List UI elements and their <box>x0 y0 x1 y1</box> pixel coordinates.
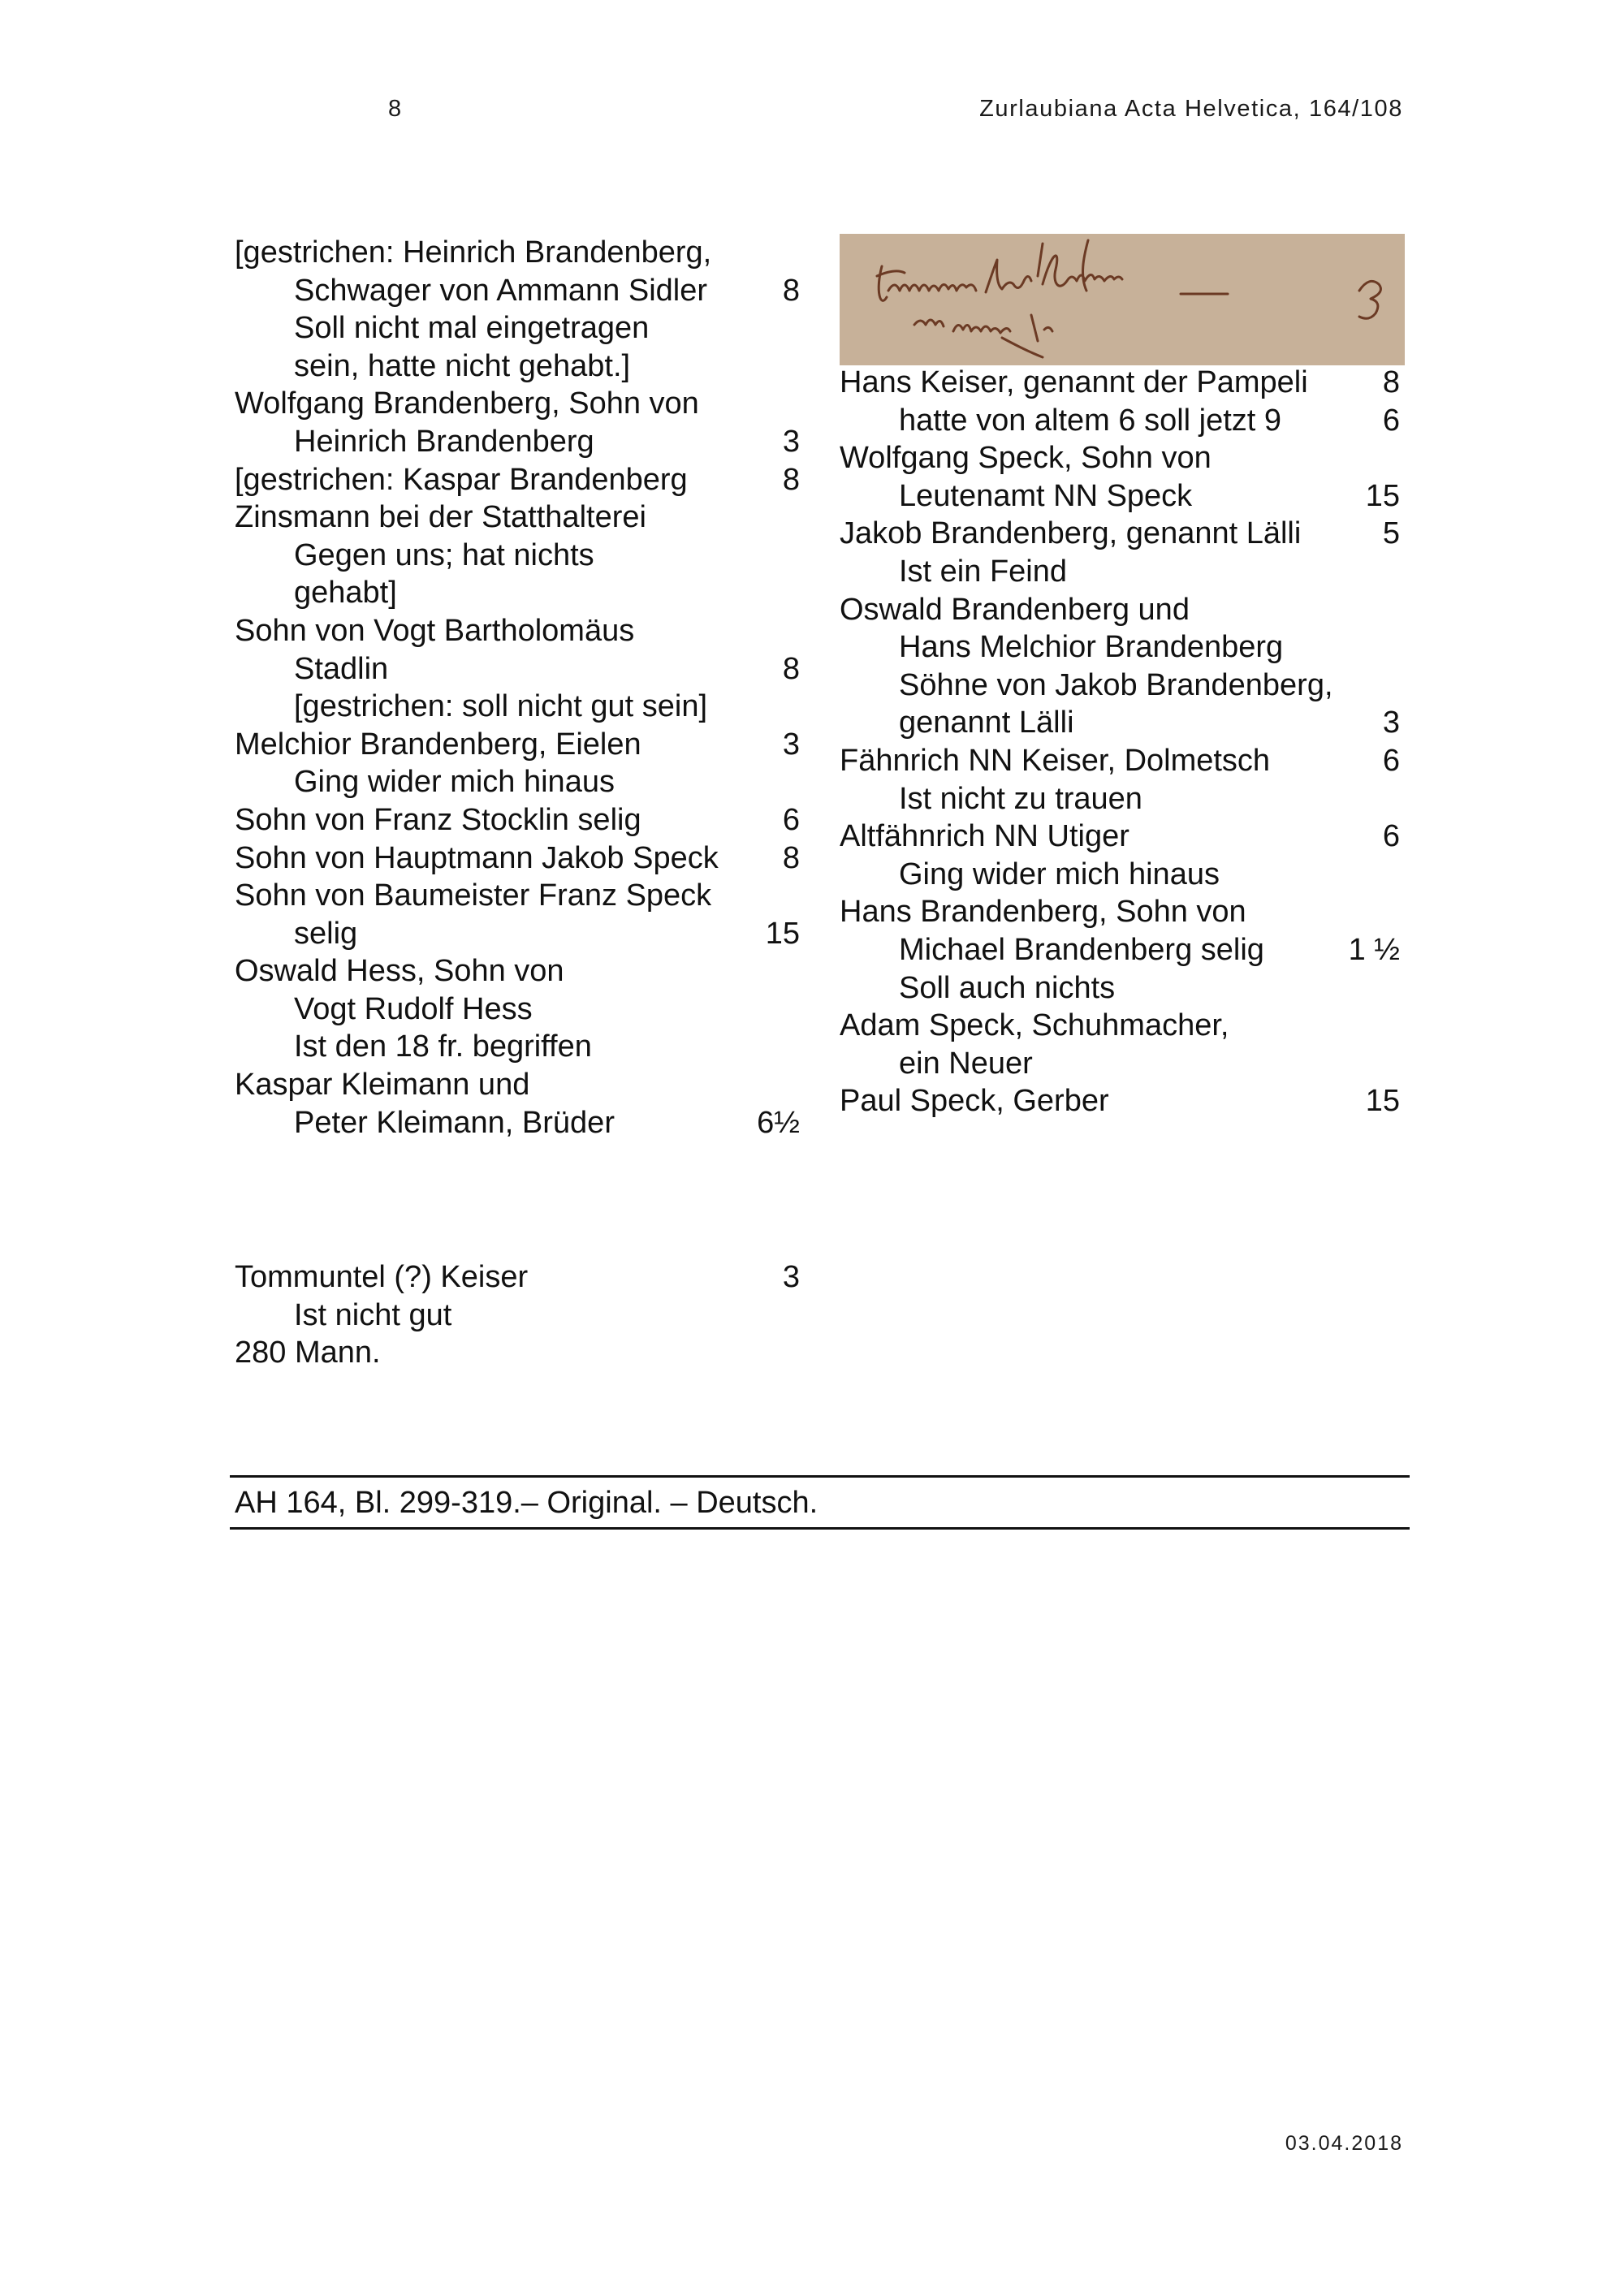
entry-text: genannt Lälli <box>899 706 1074 740</box>
entry-text: Peter Kleimann, Brüder <box>294 1105 615 1140</box>
entry-text: Sohn von Vogt Bartholomäus <box>235 613 635 648</box>
entry-line <box>235 839 803 878</box>
entry-list-tail <box>235 1258 803 1372</box>
entry-text: Oswald Brandenberg und <box>840 592 1190 627</box>
entry-text: Adam Speck, Schuhmacher, <box>840 1008 1229 1043</box>
running-header-title: Zurlaubiana Acta Helvetica, 164/108 <box>979 96 1403 122</box>
entry-amount: 1 ½ <box>1348 932 1400 967</box>
entry-text: Tommuntel (?) Keiser <box>235 1260 529 1294</box>
entry-line <box>840 439 1403 477</box>
entry-text: Sohn von Hauptmann Jakob Speck <box>235 840 719 875</box>
entry-text: Oswald Hess, Sohn von <box>235 954 564 989</box>
entry-line <box>840 856 1403 894</box>
entry-line <box>235 952 803 990</box>
entry-line <box>840 667 1403 705</box>
entry-text: Ging wider mich hinaus <box>294 765 615 800</box>
entry-text: Schwager von Ammann Sidler <box>294 273 708 308</box>
entry-line <box>235 763 803 801</box>
entry-amount: 8 <box>782 840 800 875</box>
entry-text: Wolfgang Brandenberg, Sohn von <box>235 386 699 421</box>
entry-line <box>840 553 1403 591</box>
entry-text: Soll nicht mal eingetragen <box>294 311 650 346</box>
entry-text: Söhne von Jakob Brandenberg, <box>899 667 1333 702</box>
entry-amount: 6 <box>1382 743 1400 778</box>
entry-line <box>235 801 803 839</box>
entry-text: [gestrichen: Heinrich Brandenberg, <box>235 235 712 270</box>
entry-text: [gestrichen: soll nicht gut sein] <box>294 689 708 724</box>
entry-text: ein Neuer <box>899 1046 1033 1081</box>
entry-amount: 6 <box>1382 819 1400 854</box>
entry-line <box>235 1028 803 1066</box>
entry-line <box>840 893 1403 931</box>
entry-text: Ist ein Feind <box>899 554 1067 589</box>
footer-rule-bottom <box>230 1527 1410 1530</box>
entry-line <box>235 537 803 575</box>
entry-text: Stadlin <box>294 651 389 686</box>
entry-text: sein, hatte nicht gehabt.] <box>294 348 631 383</box>
entry-line <box>840 477 1403 516</box>
entry-list-right <box>840 364 1403 1120</box>
date-stamp: 03.04.2018 <box>1285 2132 1403 2155</box>
manuscript-scan-image <box>840 234 1405 365</box>
entry-line <box>235 1297 803 1335</box>
entry-text: Hans Brandenberg, Sohn von <box>840 895 1246 930</box>
entry-text: Vogt Rudolf Hess <box>294 991 533 1026</box>
entry-text: Fähnrich NN Keiser, Dolmetsch <box>840 743 1271 778</box>
entry-amount: 3 <box>782 424 800 459</box>
entry-text: Heinrich Brandenberg <box>294 424 594 459</box>
entry-text: Sohn von Baumeister Franz Speck <box>235 878 712 913</box>
entry-line <box>235 272 803 310</box>
entry-text: 280 Mann. <box>235 1336 381 1370</box>
entry-list-left <box>235 234 803 1142</box>
entry-line <box>235 612 803 650</box>
entry-line <box>235 461 803 499</box>
source-note: AH 164, Bl. 299-319.– Original. – Deutsch. <box>235 1486 818 1520</box>
entry-amount: 8 <box>782 651 800 686</box>
entry-line <box>235 915 803 953</box>
entry-text: Kaspar Kleimann und <box>235 1068 530 1103</box>
entry-text: hatte von altem 6 soll jetzt 9 <box>899 403 1282 438</box>
entry-line <box>235 688 803 726</box>
entry-line <box>840 742 1403 780</box>
entry-line <box>235 1104 803 1142</box>
entry-amount: 15 <box>1365 1084 1400 1119</box>
entry-text: Leutenamt NN Speck <box>899 478 1193 513</box>
entry-text: Ging wider mich hinaus <box>899 857 1220 891</box>
entry-amount: 8 <box>782 462 800 497</box>
entry-line <box>840 591 1403 629</box>
entry-text: Ist nicht gut <box>294 1297 452 1332</box>
entry-amount: 15 <box>765 916 800 951</box>
entry-line <box>840 1045 1403 1083</box>
entry-text: selig <box>294 916 358 951</box>
entry-amount: 6 <box>782 802 800 837</box>
entry-amount: 3 <box>1382 706 1400 740</box>
entry-amount: 3 <box>782 1260 800 1294</box>
entry-line <box>840 780 1403 818</box>
entry-line <box>840 931 1403 969</box>
entry-line <box>235 498 803 537</box>
entry-line <box>840 818 1403 856</box>
footer-rule-top <box>230 1475 1410 1478</box>
entry-text: Sohn von Franz Stocklin selig <box>235 802 641 837</box>
entry-line <box>235 726 803 764</box>
entry-line <box>235 650 803 688</box>
entry-line <box>235 423 803 461</box>
entry-text: gehabt] <box>294 576 397 611</box>
entry-line <box>235 1066 803 1104</box>
entry-text: Melchior Brandenberg, Eielen <box>235 727 641 762</box>
entry-text: Zinsmann bei der Statthalterei <box>235 500 646 535</box>
entry-text: Paul Speck, Gerber <box>840 1084 1109 1119</box>
entry-line <box>235 234 803 272</box>
entry-amount: 6½ <box>757 1105 800 1140</box>
entry-line <box>840 704 1403 742</box>
entry-text: Soll auch nichts <box>899 970 1116 1005</box>
entry-line <box>840 515 1403 553</box>
entry-text: Altfähnrich NN Utiger <box>840 819 1129 854</box>
entry-line <box>235 990 803 1029</box>
entry-amount: 8 <box>1382 365 1400 399</box>
entry-line <box>235 877 803 915</box>
entry-text: Hans Keiser, genannt der Pampeli <box>840 365 1308 399</box>
entry-line <box>840 1082 1403 1120</box>
entry-line <box>840 969 1403 1008</box>
entry-line <box>235 309 803 347</box>
entry-text: Wolfgang Speck, Sohn von <box>840 441 1212 476</box>
entry-line <box>235 1258 803 1297</box>
page-number: 8 <box>388 96 403 122</box>
entry-text: Gegen uns; hat nichts <box>294 537 594 572</box>
entry-line <box>235 1334 803 1372</box>
entry-text: [gestrichen: Kaspar Brandenberg <box>235 462 688 497</box>
entry-text: Ist den 18 fr. begriffen <box>294 1029 592 1064</box>
entry-line <box>840 628 1403 667</box>
entry-line <box>235 574 803 612</box>
entry-line <box>235 347 803 386</box>
entry-amount: 15 <box>1365 478 1400 513</box>
entry-line <box>840 1007 1403 1045</box>
entry-amount: 3 <box>782 727 800 762</box>
entry-line <box>840 402 1403 440</box>
entry-line <box>235 385 803 423</box>
entry-text: Jakob Brandenberg, genannt Lälli <box>840 516 1302 551</box>
entry-text: Ist nicht zu trauen <box>899 781 1142 816</box>
entry-text: Hans Melchior Brandenberg <box>899 630 1284 665</box>
entry-line <box>840 364 1403 402</box>
entry-text: Michael Brandenberg selig <box>899 932 1264 967</box>
entry-amount: 5 <box>1382 516 1400 551</box>
entry-amount: 6 <box>1382 403 1400 438</box>
entry-amount: 8 <box>782 273 800 308</box>
